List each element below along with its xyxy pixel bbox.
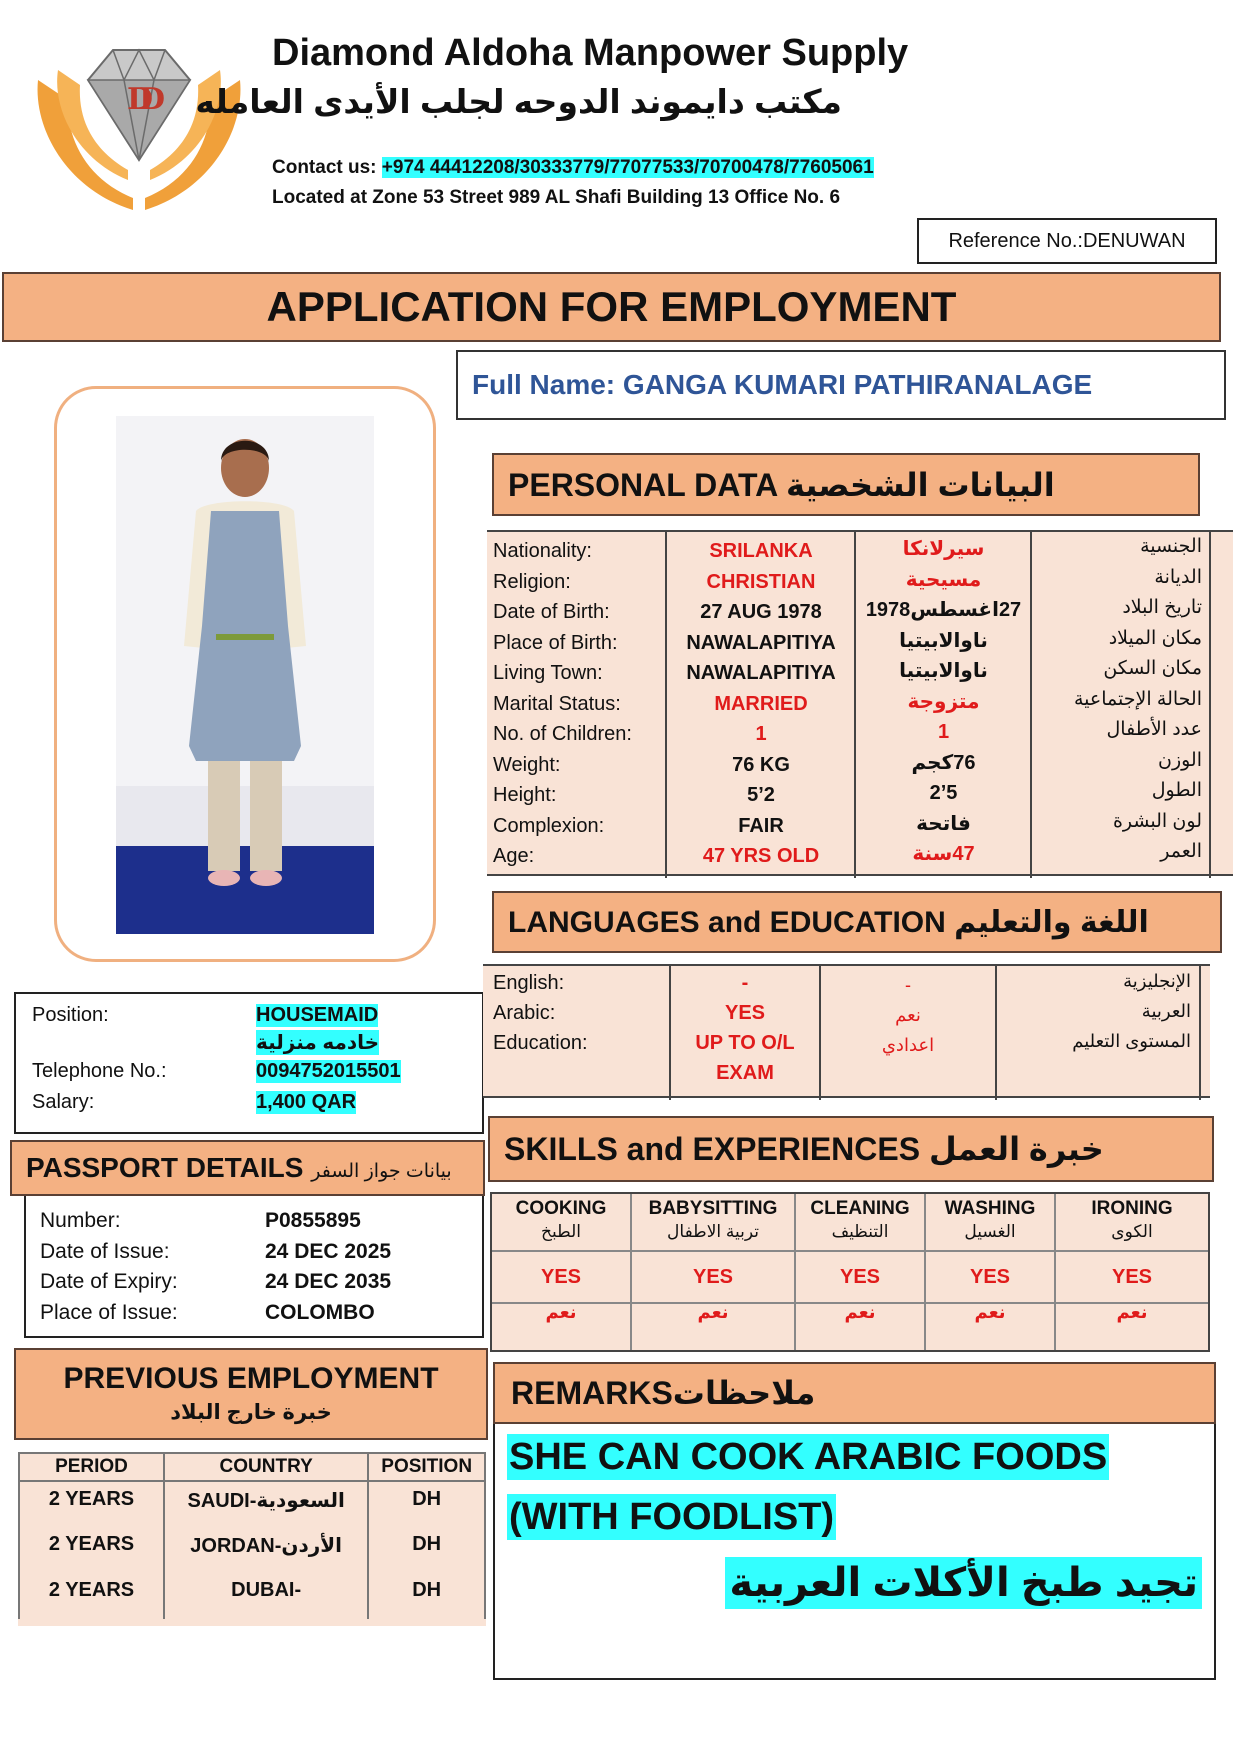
personal-row-label-ar: الديانة (1154, 566, 1202, 588)
personal-row-value: MARRIED (714, 692, 808, 715)
personal-row-value-ar: 47سنة (912, 843, 975, 865)
personal-row-value: 76 KG (732, 753, 790, 776)
previous-employment-header (14, 1348, 488, 1440)
skill-column (924, 1194, 1054, 1350)
skills-table (490, 1192, 1210, 1352)
remarks-heading-ar: ملاحظات (672, 1375, 816, 1411)
reference-number: Reference No.:DENUWAN (948, 230, 1186, 252)
personal-row-value-ar: 27اغسطس1978 (865, 599, 1022, 621)
passport-label: Place of Issue: (40, 1300, 178, 1324)
personal-row-label: Complexion: (493, 814, 605, 837)
reference-box (917, 218, 1217, 264)
personal-row-value: NAWALAPITIYA (686, 662, 836, 684)
period-cell: 2 YEARS (19, 1527, 164, 1573)
personal-row-label-ar: الجنسية (1140, 536, 1202, 557)
personal-row-value: NAWALAPITIYA (686, 631, 836, 654)
personal-row-label-ar: لون البشرة (1112, 810, 1202, 832)
address-line: Located at Zone 53 Street 989 AL Shafi Building 13 Office No. 6 (272, 187, 841, 208)
position-cell: DH (368, 1527, 485, 1573)
personal-row-label: Weight: (493, 753, 561, 776)
personal-row-value-ar: فاتحة (916, 812, 971, 835)
personal-row-value-ar: متزوجة (907, 690, 980, 713)
personal-row-label: Date of Birth: (493, 601, 610, 623)
skill-name: WASHING (944, 1198, 1036, 1219)
skill-divider (926, 1250, 1054, 1252)
remarks-box (493, 1424, 1216, 1680)
col-position: POSITION (368, 1453, 485, 1481)
passport-box (24, 1196, 484, 1338)
passport-heading-en: PASSPORT DETAILS (26, 1152, 312, 1183)
personal-row-label-ar: تاريخ البلاد (1122, 597, 1202, 618)
skill-divider (632, 1250, 794, 1252)
previous-heading-en: PREVIOUS EMPLOYMENT (63, 1362, 439, 1395)
personal-row-value: 27 AUG 1978 (700, 601, 822, 623)
personal-row-value-ar: 5’2 (929, 782, 958, 804)
skill-yes-ar: نعم (974, 1302, 1006, 1322)
personal-row-label: Height: (493, 784, 557, 806)
personal-heading-en: PERSONAL DATA (508, 467, 786, 503)
country-cell: DUBAI- (164, 1573, 368, 1619)
previous-heading-ar: خبرة خارج البلاد (170, 1401, 332, 1424)
personal-row-value-ar: 76كجم (911, 751, 976, 774)
skill-yes: YES (839, 1266, 881, 1288)
language-value-ar: نعم (895, 1005, 921, 1025)
language-value-ar: - (905, 975, 911, 995)
period-cell: 2 YEARS (19, 1573, 164, 1619)
skill-yes: YES (692, 1266, 734, 1288)
skill-yes-ar: نعم (697, 1302, 729, 1322)
skill-column (492, 1194, 630, 1350)
languages-heading-en: LANGUAGES and EDUCATION (508, 906, 955, 939)
company-name-en: Diamond Aldoha Manpower Supply (272, 32, 909, 74)
salary-label: Salary: (32, 1091, 95, 1113)
skills-heading-ar: خبرة العمل (928, 1131, 1104, 1167)
language-label: Arabic: (493, 1002, 556, 1024)
col-country: COUNTRY (164, 1453, 368, 1481)
language-value: - (741, 972, 749, 994)
personal-row-value: SRILANKA (709, 540, 813, 562)
skill-yes-ar: نعم (844, 1302, 876, 1322)
col-period: PERIOD (19, 1453, 164, 1481)
contact-label: Contact us: (272, 157, 382, 178)
table-row (19, 1527, 485, 1573)
remarks-line-2: (WITH FOODLIST) (509, 1496, 835, 1538)
remarks-heading-en: REMARKS (511, 1375, 673, 1411)
remarks-line-3-ar: تجيد طبخ الأكلات العربية (725, 1557, 1202, 1609)
language-value-ar: اعدادي (881, 1035, 935, 1055)
skill-yes: YES (969, 1266, 1011, 1288)
personal-row-label: Religion: (493, 570, 571, 593)
remarks-header (493, 1362, 1216, 1424)
table-row (19, 1481, 485, 1527)
language-label: Education: (493, 1032, 588, 1054)
skill-yes-ar: نعم (545, 1302, 577, 1322)
skill-name-ar: تربية الاطفال (667, 1222, 759, 1241)
remarks-line-1: SHE CAN COOK ARABIC FOODS (509, 1436, 1108, 1478)
skill-name: IRONING (1091, 1198, 1173, 1219)
position-value: HOUSEMAID (256, 1004, 379, 1026)
position-cell: DH (368, 1573, 485, 1619)
page-title: APPLICATION FOR EMPLOYMENT (266, 283, 957, 330)
country-cell: JORDAN-الأردن (164, 1527, 368, 1573)
personal-row-value: CHRISTIAN (706, 570, 816, 593)
company-name-ar: مكتب دايموند الدوحه لجلب الأيدى العامله (195, 83, 842, 120)
skill-name-ar: التنظيف (831, 1222, 889, 1241)
skill-name-ar: الكوى (1111, 1222, 1153, 1241)
personal-row-label: Nationality: (493, 540, 592, 562)
passport-value: COLOMBO (265, 1300, 375, 1324)
previous-table (18, 1452, 486, 1619)
personal-row-value-ar: سيرلانكا (902, 538, 985, 560)
passport-label: Date of Expiry: (40, 1270, 178, 1293)
telephone-label: Telephone No.: (32, 1060, 167, 1082)
contact-numbers: +974 44412208/30333779/77077533/70700478/77605061 (381, 157, 874, 178)
personal-row-label-ar: الوزن (1157, 749, 1202, 771)
language-label-ar: الإنجليزية (1123, 971, 1191, 991)
personal-row-label-ar: مكان السكن (1103, 658, 1202, 679)
position-label: Position: (32, 1004, 109, 1026)
full-name: Full Name: GANGA KUMARI PATHIRANALAGE (472, 369, 1093, 400)
personal-row-label: Age: (493, 845, 535, 867)
passport-header (10, 1140, 485, 1196)
table-row (19, 1573, 485, 1619)
passport-value: 24 DEC 2025 (265, 1239, 392, 1263)
skill-divider (492, 1250, 630, 1252)
languages-header (492, 891, 1222, 953)
personal-data-table (487, 530, 1233, 876)
personal-data-header (492, 453, 1200, 516)
country-cell: SAUDI-السعودية (164, 1481, 368, 1527)
skill-name: BABYSITTING (648, 1198, 778, 1219)
personal-row-value: FAIR (738, 814, 784, 837)
salary-value: 1,400 QAR (256, 1091, 357, 1113)
personal-row-value: 47 YRS OLD (702, 845, 820, 867)
position-value-ar: خادمه منزلية (256, 1032, 380, 1054)
skill-column (630, 1194, 794, 1350)
skills-grid (492, 1194, 1208, 1350)
company-logo (28, 40, 250, 215)
personal-row-label: Place of Birth: (493, 631, 618, 654)
passport-label: Number: (40, 1209, 121, 1232)
passport-label: Date of Issue: (40, 1239, 170, 1263)
personal-row-label-ar: الطول (1151, 780, 1202, 801)
languages-table (483, 964, 1210, 1098)
skill-divider (796, 1250, 924, 1252)
personal-row-value: 5’2 (747, 784, 775, 806)
passport-value: P0855895 (265, 1209, 361, 1232)
skill-yes: YES (1111, 1266, 1153, 1288)
applicant-photo (116, 416, 374, 934)
language-label-ar: العربية (1141, 1001, 1191, 1021)
title-bar (2, 272, 1221, 342)
personal-row-value-ar: ناوالابيتيا (899, 629, 988, 652)
skill-name-ar: الطبخ (541, 1222, 581, 1241)
personal-row-label: No. of Children: (493, 723, 632, 745)
languages-heading-ar: اللغة والتعليم (954, 906, 1149, 939)
position-cell: DH (368, 1481, 485, 1527)
skill-name-ar: الغسيل (964, 1222, 1016, 1241)
personal-row-label: Marital Status: (493, 692, 621, 715)
personal-row-value-ar: 1 (937, 721, 950, 743)
telephone-value: 0094752015501 (256, 1060, 401, 1082)
skills-heading-en: SKILLS and EXPERIENCES (504, 1131, 929, 1167)
language-label-ar: المستوى التعليم (1072, 1031, 1191, 1051)
passport-value: 24 DEC 2035 (265, 1270, 392, 1293)
passport-heading-ar: بيانات جواز السفر (311, 1161, 452, 1182)
previous-rows (19, 1481, 485, 1619)
skill-name: CLEANING (810, 1198, 910, 1219)
contact-line (272, 157, 874, 179)
personal-row-value: 1 (755, 723, 767, 745)
personal-row-label-ar: عدد الأطفال (1106, 719, 1202, 740)
period-cell: 2 YEARS (19, 1481, 164, 1527)
personal-row-label-ar: العمر (1160, 841, 1202, 862)
skill-column (794, 1194, 924, 1350)
personal-row-value-ar: مسيحية (905, 568, 982, 591)
language-label: English: (493, 972, 565, 994)
skills-header (488, 1116, 1214, 1182)
skill-column (1054, 1194, 1208, 1350)
language-value: UP TO O/L EXAM (695, 1032, 795, 1084)
personal-row-label: Living Town: (493, 662, 603, 684)
logo-letters: DD (126, 82, 152, 117)
skill-yes-ar: نعم (1116, 1302, 1148, 1322)
position-box (14, 992, 484, 1134)
personal-row-label-ar: الحالة الإجتماعية (1074, 688, 1202, 710)
full-name-box (456, 350, 1226, 420)
skill-name: COOKING (515, 1198, 607, 1219)
skill-yes: YES (540, 1266, 582, 1288)
personal-row-value-ar: ناوالابيتيا (899, 660, 988, 682)
skill-divider (1056, 1250, 1208, 1252)
language-value: YES (724, 1002, 766, 1024)
previous-employment-table (18, 1452, 486, 1626)
personal-heading-ar: البيانات الشخصية (785, 467, 1055, 503)
personal-row-label-ar: مكان الميلاد (1108, 627, 1202, 649)
